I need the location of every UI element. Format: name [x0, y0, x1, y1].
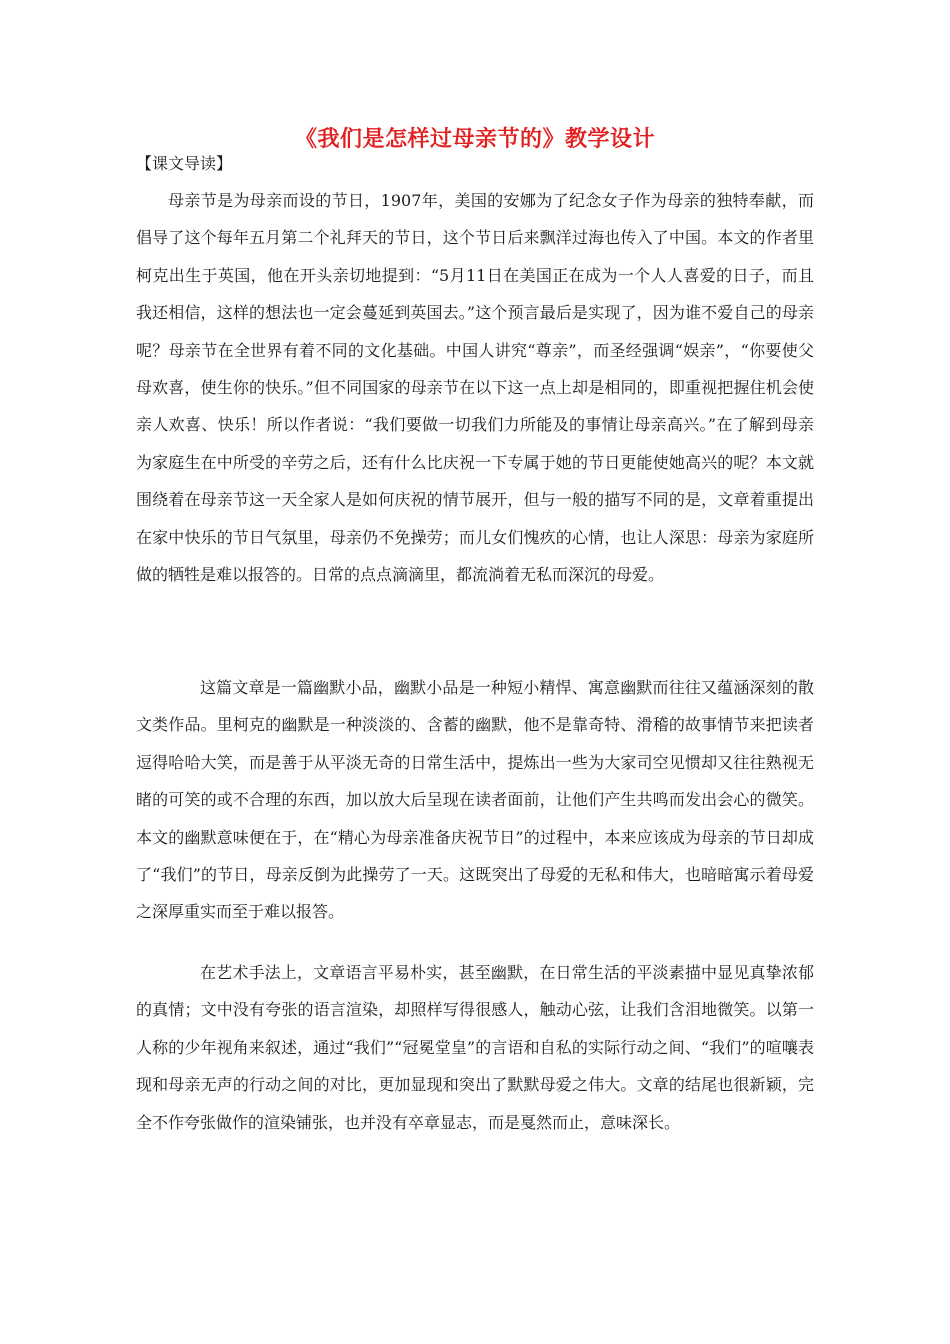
document-title: 《我们是怎样过母亲节的》教学设计	[294, 127, 655, 152]
paragraph: 在艺术手法上，文章语言平易朴实，甚至幽默，在日常生活的平淡素描中显见真挚浓郁的真情；文中没有夸张的语言渲染，却照样写得很感人，触动心弦，让我们含泪地微笑。以第一人称的少年视角来叙述，通过“我们”“冠冕堂皇”的言语和自私的实际行动之间、“我们”的喧嚷表现和母亲无声的行动之间的对比，更加显现和突出了默默母爱之伟大。文章的结尾也很新颖，完全不作夸张做作的渲染铺张，也并没有卒章显志，而是戛然而止，意味深长。	[136, 963, 814, 1132]
section-label: 【课文导读】	[136, 154, 233, 173]
paragraph: 母亲节是为母亲而设的节日，1907年，美国的安娜为了纪念女子作为母亲的独特奉献，而倡导了这个每年五月第二个礼拜天的节日，这个节日后来飘洋过海也传入了中国。本文的作者里柯克出生于英国，他在开头亲切地提到：“5月11日在美国正在成为一个人人喜爱的日子，而且我还相信，这样的想法也一定会蔓延到英国去。”这个预言最后是实现了，因为谁不爱自己的母亲呢？母亲节在全世界有着不同的文化基础。中国人讲究“尊亲”，而圣经强调“娱亲”，“你要使父母欢喜，使生你的快乐。”但不同国家的母亲节在以下这一点上却是相同的，即重视把握住机会使亲人欢喜、快乐！所以作者说：“我们要做一切我们力所能及的事情让母亲高兴。”在了解到母亲为家庭生在中所受的辛劳之后，还有什么比庆祝一下专属于她的节日更能使她高兴的呢？本文就围绕着在母亲节这一天全家人是如何庆祝的情节展开，但与一般的描写不同的是，文章着重提出在家中快乐的节日气氛里，母亲仍不免操劳；而儿女们愧疚的心情，也让人深思：母亲为家庭所做的牺牲是难以报答的。日常的点点滴滴里，都流淌着无私而深沉的母爱。	[136, 191, 814, 585]
paragraph: 这篇文章是一篇幽默小品，幽默小品是一种短小精悍、寓意幽默而往往又蕴涵深刻的散文类作品。里柯克的幽默是一种淡淡的、含蓄的幽默，他不是靠奇特、滑稽的故事情节来把读者逗得哈哈大笑，而是善于从平淡无奇的日常生活中，提炼出一些为大家司空见惯却又往往熟视无睹的可笑的或不合理的东西，加以放大后呈现在读者面前，让他们产生共鸣而发出会心的微笑。本文的幽默意味便在于，在“精心为母亲准备庆祝节日”的过程中，本来应该成为母亲的节日却成了“我们”的节日，母亲反倒为此操劳了一天。这既突出了母爱的无私和伟大，也暗暗寓示着母爱之深厚重实而至于难以报答。	[136, 678, 814, 922]
